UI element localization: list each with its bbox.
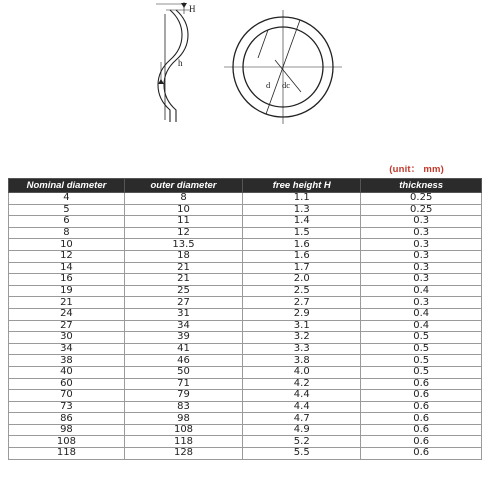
cell-nominal-diameter: 70	[9, 390, 125, 402]
top-view	[224, 10, 342, 124]
table-row	[9, 320, 482, 332]
cell-free-height: 5.2	[243, 436, 361, 448]
table-row	[9, 204, 482, 216]
table-row	[9, 424, 482, 436]
cell-free-height: 3.3	[243, 343, 361, 355]
cell-thickness: 0.3	[361, 297, 482, 309]
label-H: H	[189, 4, 196, 14]
table-row	[9, 239, 482, 251]
cell-nominal-diameter: 16	[9, 274, 125, 286]
cell-nominal-diameter: 24	[9, 308, 125, 320]
table-row	[9, 274, 482, 286]
cell-thickness: 0.6	[361, 424, 482, 436]
cell-free-height: 1.5	[243, 227, 361, 239]
spec-table	[8, 178, 482, 460]
cell-free-height: 2.0	[243, 274, 361, 286]
table-row	[9, 448, 482, 460]
cell-nominal-diameter: 73	[9, 401, 125, 413]
cell-thickness: 0.4	[361, 308, 482, 320]
table-row	[9, 378, 482, 390]
header-outer-diameter: outer diameter	[124, 179, 242, 193]
cell-free-height: 1.6	[243, 250, 361, 262]
cell-outer-diameter: 83	[124, 401, 242, 413]
cell-nominal-diameter: 118	[9, 448, 125, 460]
cell-free-height: 4.9	[243, 424, 361, 436]
cell-outer-diameter: 18	[124, 250, 242, 262]
cell-free-height: 3.8	[243, 355, 361, 367]
cell-nominal-diameter: 30	[9, 332, 125, 344]
table-row	[9, 401, 482, 413]
cell-nominal-diameter: 6	[9, 216, 125, 228]
table-row	[9, 355, 482, 367]
cell-outer-diameter: 39	[124, 332, 242, 344]
wave-washer-drawing	[0, 0, 488, 170]
cell-free-height: 1.3	[243, 204, 361, 216]
cell-thickness: 0.3	[361, 239, 482, 251]
wave-profile-right	[164, 10, 188, 122]
table-row	[9, 308, 482, 320]
table-row	[9, 262, 482, 274]
cell-thickness: 0.3	[361, 227, 482, 239]
cell-outer-diameter: 10	[124, 204, 242, 216]
cell-outer-diameter: 13.5	[124, 239, 242, 251]
cell-nominal-diameter: 86	[9, 413, 125, 425]
cell-thickness: 0.4	[361, 320, 482, 332]
table-row	[9, 193, 482, 205]
cell-outer-diameter: 8	[124, 193, 242, 205]
table-row	[9, 216, 482, 228]
cell-free-height: 1.1	[243, 193, 361, 205]
table-row	[9, 413, 482, 425]
cell-nominal-diameter: 21	[9, 297, 125, 309]
cell-free-height: 4.7	[243, 413, 361, 425]
header-free-height: free height H	[243, 179, 361, 193]
cell-outer-diameter: 50	[124, 366, 242, 378]
header-nominal-diameter: Nominal diameter	[9, 179, 125, 193]
label-d: d	[266, 80, 271, 90]
cell-thickness: 0.25	[361, 193, 482, 205]
table-row	[9, 343, 482, 355]
cell-outer-diameter: 118	[124, 436, 242, 448]
cell-free-height: 2.5	[243, 285, 361, 297]
cell-outer-diameter: 31	[124, 308, 242, 320]
cell-nominal-diameter: 10	[9, 239, 125, 251]
cell-thickness: 0.5	[361, 343, 482, 355]
spec-table-body	[9, 193, 482, 460]
cell-thickness: 0.3	[361, 262, 482, 274]
cell-free-height: 3.1	[243, 320, 361, 332]
cell-nominal-diameter: 34	[9, 343, 125, 355]
cell-outer-diameter: 71	[124, 378, 242, 390]
cell-outer-diameter: 27	[124, 297, 242, 309]
header-thickness: thickness	[361, 179, 482, 193]
cell-free-height: 4.2	[243, 378, 361, 390]
cell-outer-diameter: 34	[124, 320, 242, 332]
cell-thickness: 0.6	[361, 390, 482, 402]
cell-thickness: 0.5	[361, 366, 482, 378]
table-row	[9, 285, 482, 297]
cell-free-height: 2.7	[243, 297, 361, 309]
cell-outer-diameter: 12	[124, 227, 242, 239]
cell-thickness: 0.6	[361, 401, 482, 413]
cell-outer-diameter: 11	[124, 216, 242, 228]
cell-thickness: 0.5	[361, 355, 482, 367]
cell-outer-diameter: 108	[124, 424, 242, 436]
cell-outer-diameter: 25	[124, 285, 242, 297]
cell-outer-diameter: 21	[124, 262, 242, 274]
cell-thickness: 0.3	[361, 250, 482, 262]
cell-thickness: 0.4	[361, 285, 482, 297]
table-row	[9, 436, 482, 448]
cell-nominal-diameter: 5	[9, 204, 125, 216]
cell-thickness: 0.6	[361, 448, 482, 460]
cell-free-height: 1.4	[243, 216, 361, 228]
cell-free-height: 5.5	[243, 448, 361, 460]
cell-outer-diameter: 21	[124, 274, 242, 286]
table-row	[9, 332, 482, 344]
cell-thickness: 0.3	[361, 216, 482, 228]
height-arrow-icon	[181, 3, 187, 8]
table-row	[9, 366, 482, 378]
cell-outer-diameter: 128	[124, 448, 242, 460]
cell-free-height: 3.2	[243, 332, 361, 344]
cell-thickness: 0.6	[361, 436, 482, 448]
cell-thickness: 0.5	[361, 332, 482, 344]
table-row	[9, 390, 482, 402]
cell-nominal-diameter: 14	[9, 262, 125, 274]
unit-note: (unit： mm)	[389, 164, 444, 175]
cell-nominal-diameter: 60	[9, 378, 125, 390]
cell-nominal-diameter: 38	[9, 355, 125, 367]
cell-nominal-diameter: 27	[9, 320, 125, 332]
label-h: h	[178, 58, 183, 68]
cell-nominal-diameter: 98	[9, 424, 125, 436]
header-row	[9, 179, 482, 193]
label-dc: dc	[282, 80, 291, 90]
cell-nominal-diameter: 8	[9, 227, 125, 239]
cell-thickness: 0.6	[361, 413, 482, 425]
cell-outer-diameter: 98	[124, 413, 242, 425]
table-row	[9, 227, 482, 239]
cell-nominal-diameter: 108	[9, 436, 125, 448]
side-view	[156, 2, 190, 122]
cell-nominal-diameter: 40	[9, 366, 125, 378]
cell-nominal-diameter: 12	[9, 250, 125, 262]
cell-thickness: 0.3	[361, 274, 482, 286]
cell-free-height: 4.4	[243, 390, 361, 402]
cell-nominal-diameter: 19	[9, 285, 125, 297]
cell-thickness: 0.6	[361, 378, 482, 390]
cell-free-height: 4.0	[243, 366, 361, 378]
cell-nominal-diameter: 4	[9, 193, 125, 205]
cell-free-height: 2.9	[243, 308, 361, 320]
cell-thickness: 0.25	[361, 204, 482, 216]
cell-free-height: 1.6	[243, 239, 361, 251]
cell-outer-diameter: 79	[124, 390, 242, 402]
cell-free-height: 4.4	[243, 401, 361, 413]
cell-outer-diameter: 41	[124, 343, 242, 355]
cell-outer-diameter: 46	[124, 355, 242, 367]
cell-free-height: 1.7	[243, 262, 361, 274]
table-row	[9, 297, 482, 309]
table-row	[9, 250, 482, 262]
